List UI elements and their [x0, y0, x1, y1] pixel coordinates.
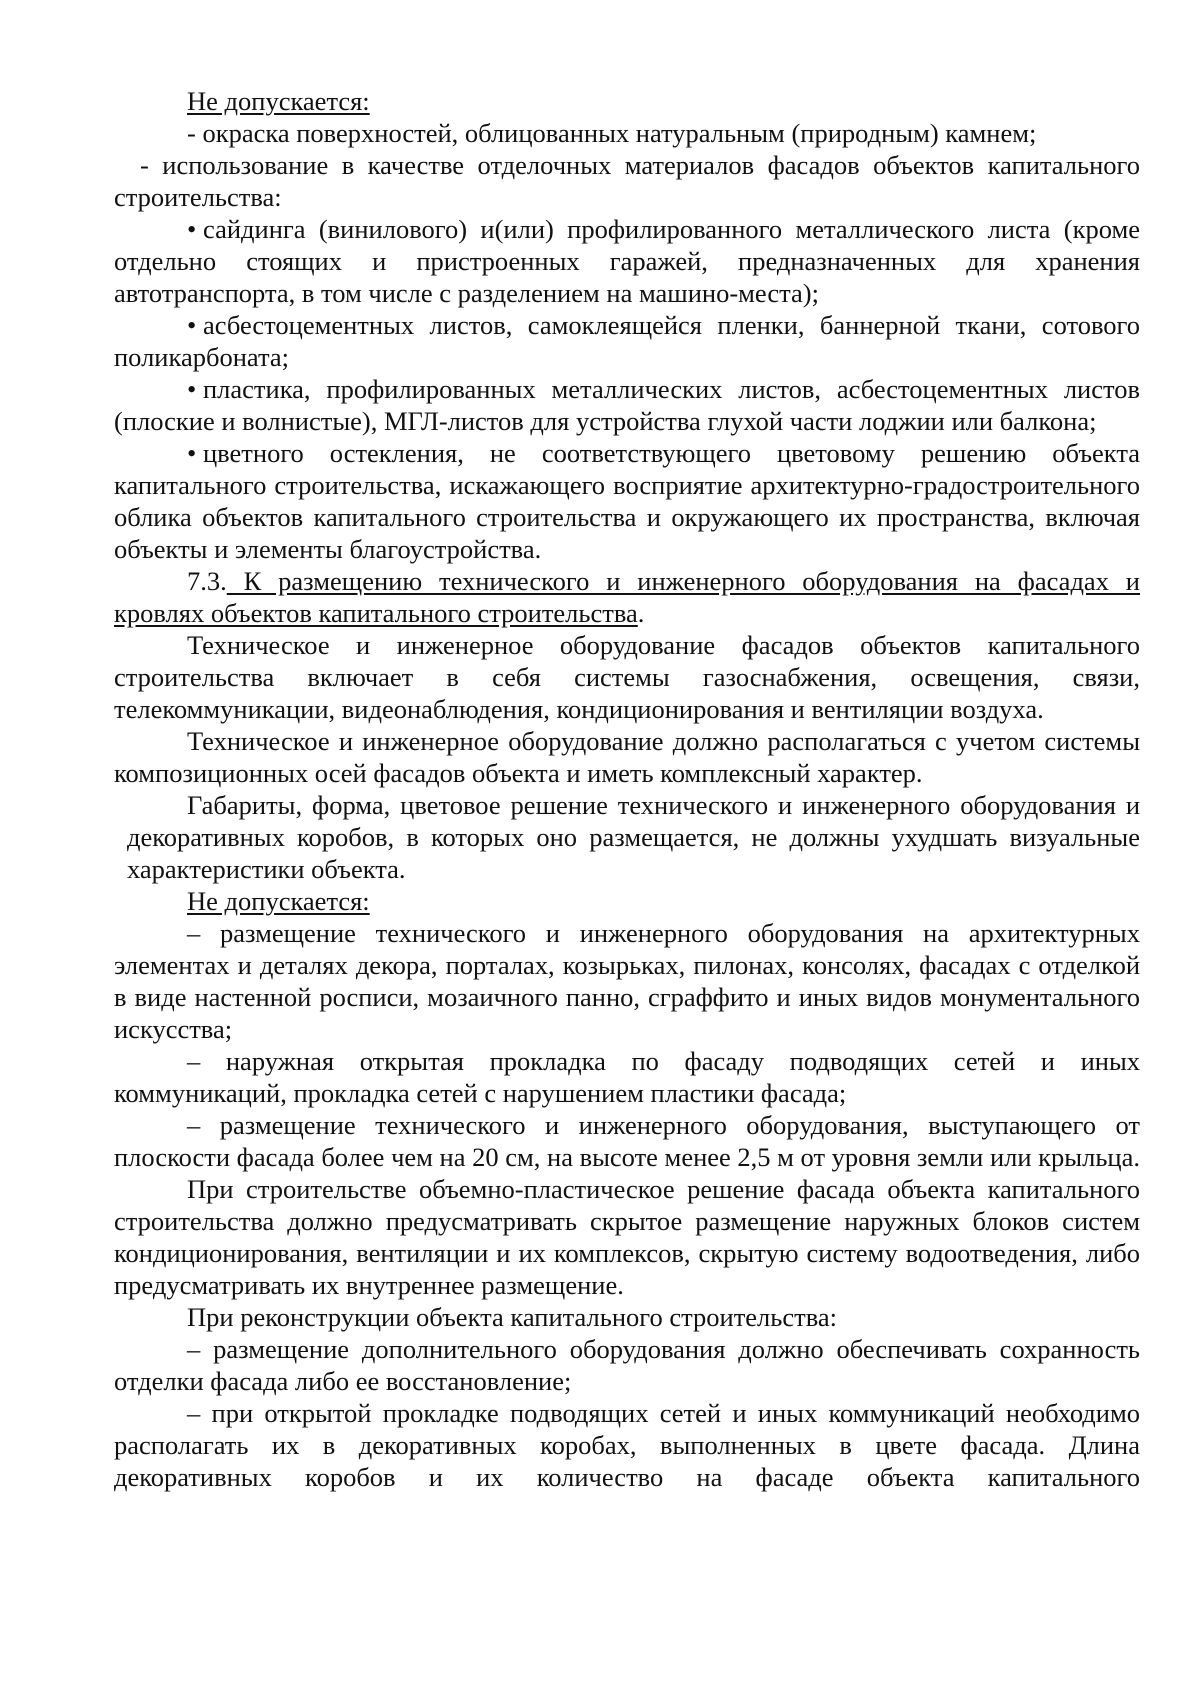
paragraph-heading-not-allowed [114, 85, 1140, 117]
bullet-icon: • [187, 438, 197, 468]
body-paragraph: Техническое и инженерное оборудование фасадов объектов капитального строительства включает в себя системы газоснабжения, освещения, связи, телекоммуникации, видеонаблюдения, кондиционирования и вентиляции воздуха. [114, 630, 1140, 724]
bullet-item [114, 437, 1140, 565]
paragraph-heading-not-allowed [114, 885, 1140, 917]
bullet-item-text: сайдинга (винилового) и(или) профилированного металлического листа (кроме отдельно стоящих и пристроенных гаражей, предназначенных для хранения автотранспорта, в том числе с разделением на машино-места); [114, 214, 1140, 308]
bullet-icon: • [187, 310, 197, 340]
bullet-item-text: асбестоцементных листов, самоклеящейся пленки, баннерной ткани, сотового поликарбоната; [114, 310, 1140, 372]
body-paragraph: При строительстве объемно-пластическое решение фасада объекта капитального строительства должно предусматривать скрытое размещение наружных блоков систем кондиционирования, вентиляции и их комплексов, скрытую систему водоотведения, либо предусматривать их внутреннее размещение. [114, 1174, 1140, 1300]
paragraph-list-item: - использование в качестве отделочных материалов фасадов объектов капитального строительства: [114, 150, 1140, 212]
paragraph-list-item: – при открытой прокладке подводящих сетей и иных коммуникаций необходимо располагать их в декоративных коробах, выполненных в цвете фасада. Длина декоративных коробов и их количество на фасаде объекта капитального [114, 1398, 1140, 1492]
bullet-item [114, 309, 1140, 373]
bullet-icon: • [187, 374, 197, 404]
bullet-item-text: цветного остекления, не соответствующего цветовому решению объекта капитального строительства, искажающего восприятие архитектурно-градостроительного облика объектов капитального строительства и окружающего их пространства, включая объекты и элементы благоустройства. [114, 438, 1140, 564]
paragraph-list-item: – размещение дополнительного оборудования должно обеспечивать сохранность отделки фасада либо ее восстановление; [114, 1334, 1140, 1396]
section-number: 7.3. [187, 566, 227, 596]
bullet-item-text: пластика, профилированных металлических листов, асбестоцементных листов (плоские и волнистые), МГЛ-листов для устройства глухой части лоджии или балкона; [114, 374, 1140, 436]
section-title: К размещению технического и инженерного оборудования на фасадах и кровлях объектов капитального строительства [114, 566, 1140, 628]
section-heading-7-3 [114, 565, 1140, 629]
paragraph-list-item: – размещение технического и инженерного оборудования, выступающего от плоскости фасада более чем на 20 см, на высоте менее 2,5 м от уровня земли или крыльца. [114, 1110, 1140, 1172]
body-paragraph: Габариты, форма, цветовое решение технического и инженерного оборудования и декоративных коробов, в которых оно размещается, не должны ухудшать визуальные характеристики объекта. [127, 790, 1140, 884]
bullet-item [114, 213, 1140, 309]
paragraph-list-item: - окраска поверхностей, облицованных натуральным (природным) камнем; [187, 118, 1037, 148]
body-paragraph: Техническое и инженерное оборудование должно располагаться с учетом системы композиционных осей фасадов объекта и иметь комплексный характер. [114, 726, 1140, 788]
heading-not-allowed: Не допускается: [187, 886, 370, 916]
paragraph-list-item: – размещение технического и инженерного оборудования на архитектурных элементах и деталях декора, порталах, козырьках, пилонах, консолях, фасадах с отделкой в виде настенной росписи, мозаичного панно, сграффито и иных видов монументального искусства; [114, 918, 1140, 1044]
bullet-icon: • [187, 214, 197, 244]
bullet-item [114, 373, 1140, 437]
section-title-end: . [637, 598, 645, 628]
heading-not-allowed: Не допускается: [187, 86, 370, 116]
body-paragraph: При реконструкции объекта капитального строительства: [187, 1302, 837, 1332]
paragraph-list-item: – наружная открытая прокладка по фасаду подводящих сетей и иных коммуникаций, прокладка сетей с нарушением пластики фасада; [114, 1046, 1140, 1108]
document-body [114, 85, 1140, 1493]
